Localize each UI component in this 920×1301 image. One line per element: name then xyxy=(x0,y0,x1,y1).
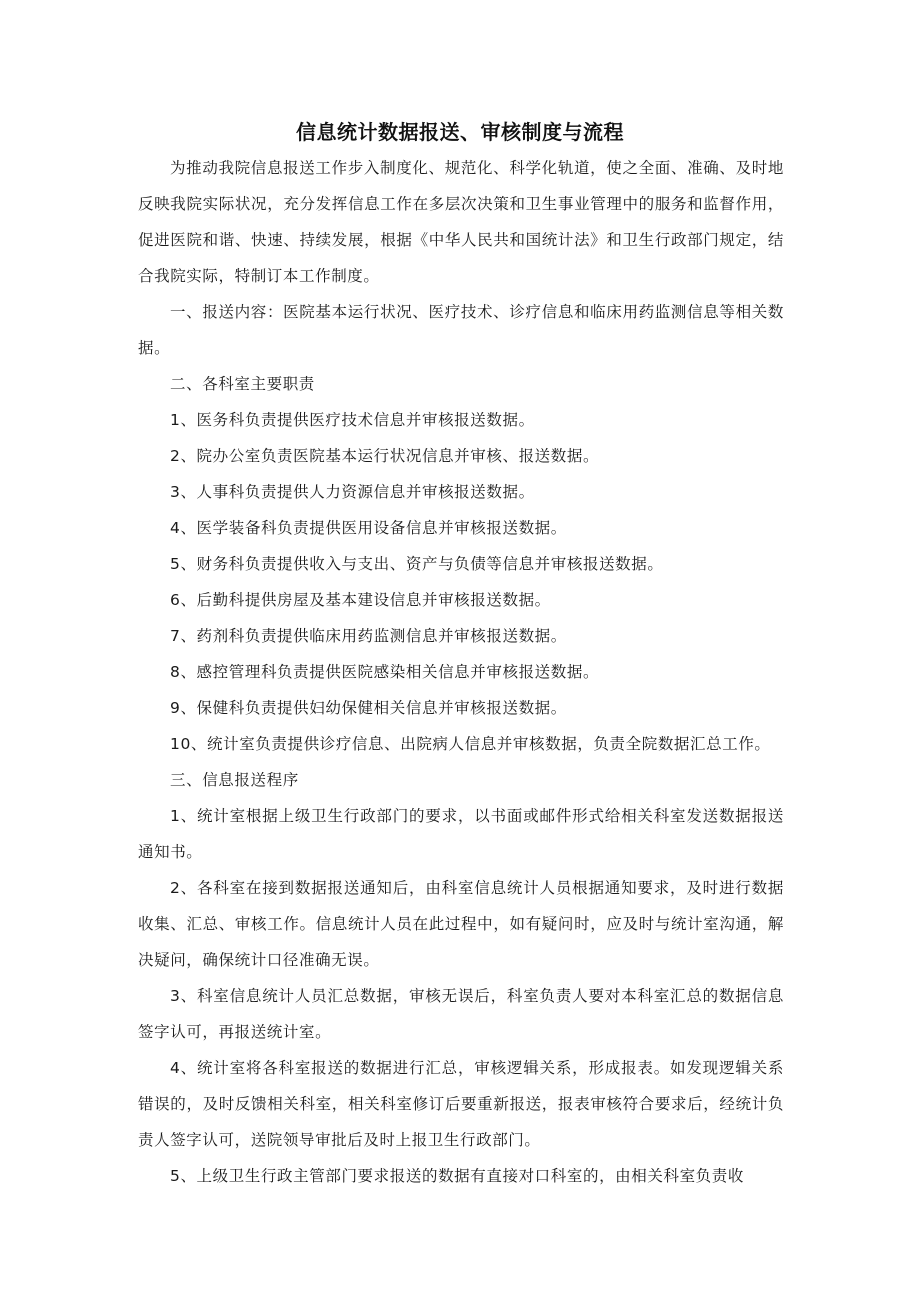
duty-item-9: 9、保健科负责提供妇幼保健相关信息并审核报送数据。 xyxy=(170,699,567,717)
duty-item-5: 5、财务科负责提供收入与支出、资产与负债等信息并审核报送数据。 xyxy=(170,555,664,573)
procedure-step-5: 5、上级卫生行政主管部门要求报送的数据有直接对口科室的，由相关科室负责收 xyxy=(170,1167,744,1185)
document-body xyxy=(138,150,784,1194)
duty-item-7: 7、药剂科负责提供临床用药监测信息并审核报送数据。 xyxy=(170,627,567,645)
section-3-heading: 三、信息报送程序 xyxy=(170,771,299,789)
procedure-step-3: 3、科室信息统计人员汇总数据，审核无误后，科室负责人要对本科室汇总的数据信息签字认可，再报送统计室。 xyxy=(138,987,784,1041)
duty-item-8: 8、感控管理科负责提供医院感染相关信息并审核报送数据。 xyxy=(170,663,600,681)
duty-item-10: 10、统计室负责提供诊疗信息、出院病人信息并审核数据，负责全院数据汇总工作。 xyxy=(170,735,771,753)
duty-item-4: 4、医学装备科负责提供医用设备信息并审核报送数据。 xyxy=(170,519,567,537)
duty-item-3: 3、人事科负责提供人力资源信息并审核报送数据。 xyxy=(170,483,535,501)
duty-item-1: 1、医务科负责提供医疗技术信息并审核报送数据。 xyxy=(170,411,535,429)
document-title: 信息统计数据报送、审核制度与流程 xyxy=(296,120,624,144)
duty-item-6: 6、后勤科提供房屋及基本建设信息并审核报送数据。 xyxy=(170,591,551,609)
intro-paragraph: 为推动我院信息报送工作步入制度化、规范化、科学化轨道，使之全面、准确、及时地反映我院实际状况，充分发挥信息工作在多层次决策和卫生事业管理中的服务和监督作用，促进医院和谐、快速、持续发展，根据《中华人民共和国统计法》和卫生行政部门规定，结合我院实际，特制订本工作制度。 xyxy=(138,159,784,285)
procedure-step-2: 2、各科室在接到数据报送通知后，由科室信息统计人员根据通知要求，及时进行数据收集、汇总、审核工作。信息统计人员在此过程中，如有疑问时，应及时与统计室沟通，解决疑问，确保统计口径准确无误。 xyxy=(138,879,784,969)
section-1-content: 一、报送内容：医院基本运行状况、医疗技术、诊疗信息和临床用药监测信息等相关数据。 xyxy=(138,303,784,357)
section-2-heading: 二、各科室主要职责 xyxy=(170,375,315,393)
procedure-step-1: 1、统计室根据上级卫生行政部门的要求，以书面或邮件形式给相关科室发送数据报送通知书。 xyxy=(138,807,784,861)
duty-item-2: 2、院办公室负责医院基本运行状况信息并审核、报送数据。 xyxy=(170,447,600,465)
procedure-step-4: 4、统计室将各科室报送的数据进行汇总，审核逻辑关系，形成报表。如发现逻辑关系错误的，及时反馈相关科室，相关科室修订后要重新报送，报表审核符合要求后，经统计负责人签字认可，送院领导审批后及时上报卫生行政部门。 xyxy=(138,1059,784,1149)
